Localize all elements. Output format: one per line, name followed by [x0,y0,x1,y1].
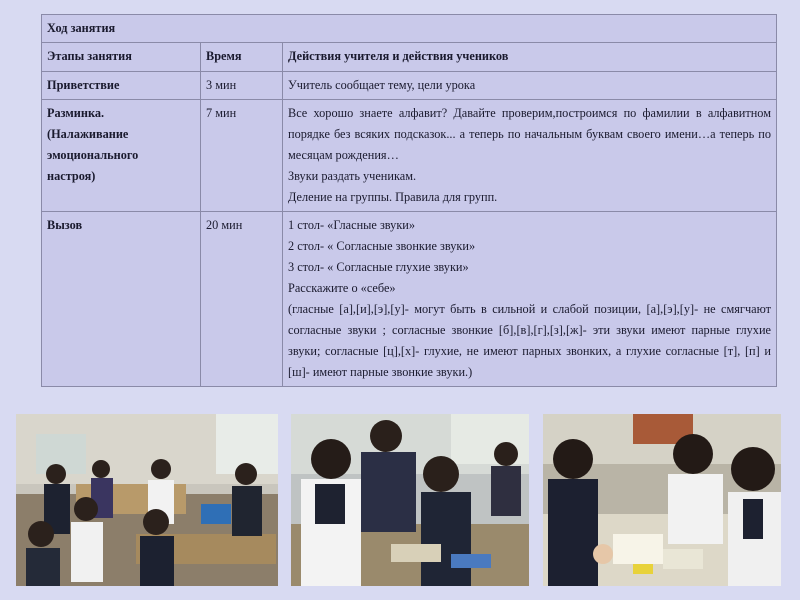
table-title-row [42,15,777,43]
stage-cell: Вызов [42,212,201,387]
header-stages: Этапы занятия [42,43,201,72]
table-title: Ход занятия [42,15,777,43]
table-row [42,72,777,100]
lesson-plan-table [41,14,777,387]
actions-cell: Учитель сообщает тему, цели урока [283,72,777,100]
classroom-photo-2 [291,414,529,586]
lesson-table-container [41,14,777,387]
action-text: Все хорошо знаете алфавит? Давайте проверим,построимся по фамилии в алфавитном порядке без всяких подсказок... а теперь по начальным буквам своего имени…а теперь по месяцам рождения… [288,106,771,162]
classroom-photo-3-image [543,414,781,586]
time-cell: 7 мин [201,100,283,212]
stage-cell: Приветствие [42,72,201,100]
classroom-photo-3 [543,414,781,586]
classroom-photo-2-image [291,414,529,586]
actions-cell [283,100,777,212]
stage-cell [42,100,201,212]
action-text: 2 стол- « Согласные звонкие звуки» [288,239,476,253]
stage-line: Разминка. [47,106,105,120]
header-actions: Действия учителя и действия учеников [283,43,777,72]
time-cell: 20 мин [201,212,283,387]
classroom-photo-1-image [16,414,278,586]
photo-strip [0,414,800,600]
action-text: Звуки раздать ученикам. [288,169,417,183]
action-text: Деление на группы. Правила для групп. [288,190,498,204]
time-cell: 3 мин [201,72,283,100]
classroom-photo-1 [16,414,278,586]
stage-line: настроя) [47,169,96,183]
table-row [42,212,777,387]
stage-line: (Налаживание [47,127,129,141]
action-text: Расскажите о «себе» [288,281,396,295]
table-header-row [42,43,777,72]
actions-cell [283,212,777,387]
header-time: Время [201,43,283,72]
action-text: 1 стол- «Гласные звуки» [288,218,416,232]
stage-line: эмоционального [47,148,139,162]
action-text: (гласные [а],[и],[э],[у]- могут быть в сильной и слабой позиции, [а],[э],[у]- не смягчают согласные звуки ; согласные звонкие [б],[в],[г],[з],[ж]- эти звуки имеют парные глухие звуки; согласные [ц],[х]- глухие, не имеют парных звонких, а глухие согласные [т], [п] и [ш]- имеют парные звонкие звуки.) [288,302,771,379]
action-text: 3 стол- « Согласные глухие звуки» [288,260,469,274]
table-row [42,100,777,212]
